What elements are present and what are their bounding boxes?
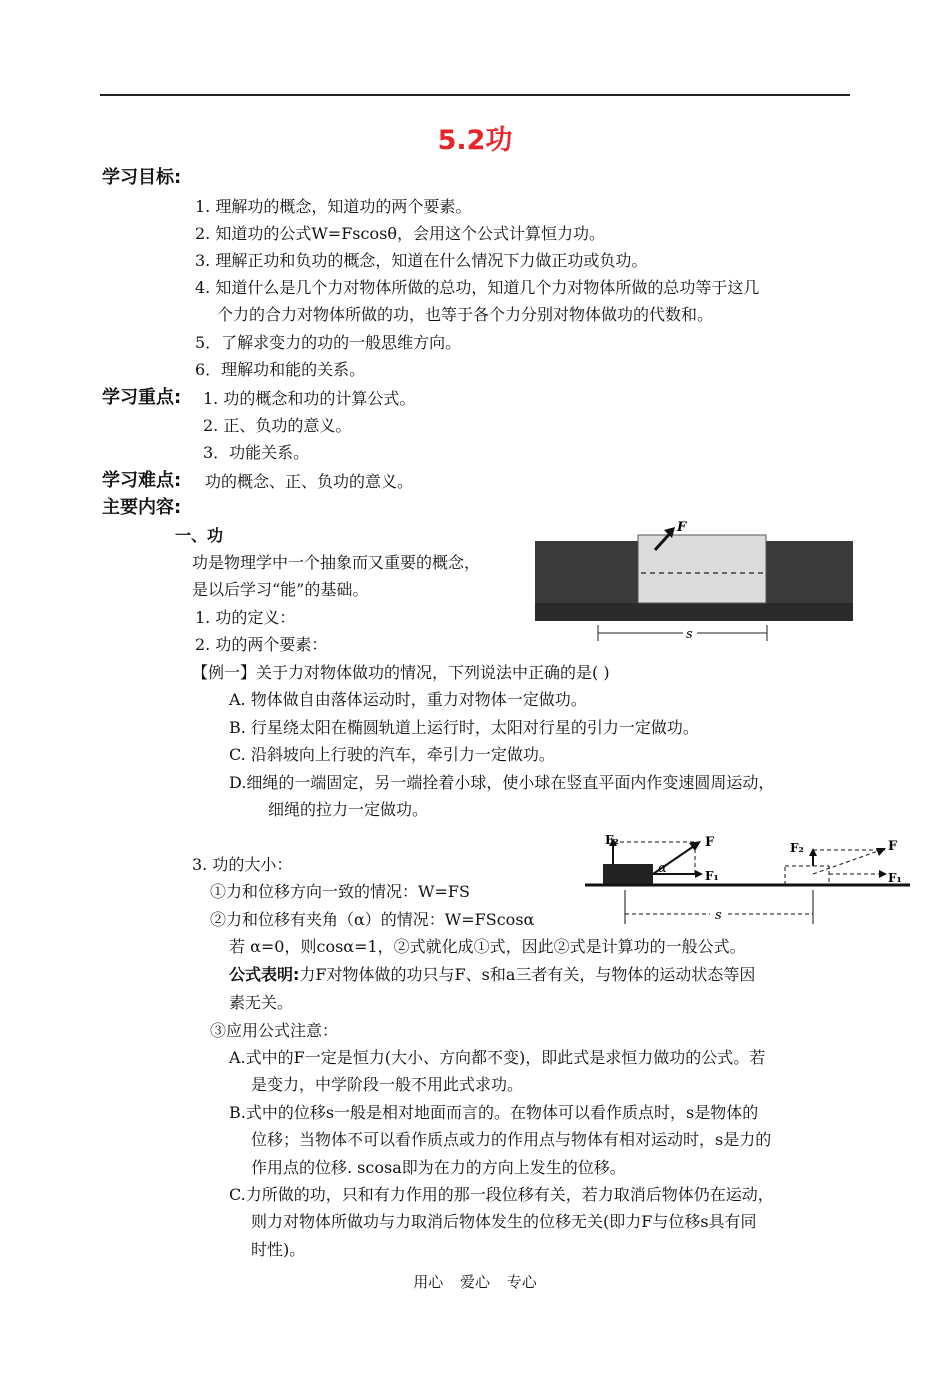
objective-item: 4. 知道什么是几个力对物体所做的总功，知道几个力对物体所做的总功等于这几 bbox=[195, 278, 760, 297]
note-line: 则力对物体所做功与力取消后物体发生的位移无关(即力F与位移s具有同 bbox=[251, 1212, 757, 1231]
formula-label: 公式表明: bbox=[229, 965, 300, 984]
objective-item: 1. 理解功的概念，知道功的两个要素。 bbox=[195, 197, 472, 216]
case-line: ①力和位移方向一致的情况：W=FS bbox=[210, 882, 470, 901]
note-line: B.式中的位移s一般是相对地面而言的。在物体可以看作质点时，s是物体的 bbox=[229, 1103, 759, 1122]
f-label: F bbox=[705, 835, 715, 850]
definition-heading: 1. 功的定义： bbox=[195, 608, 296, 627]
main-content-label: 主要内容: bbox=[102, 497, 182, 518]
section-heading: 一、功 bbox=[175, 526, 224, 545]
figure-force-decomposition bbox=[585, 830, 915, 926]
f2-label-right: F₂ bbox=[790, 841, 804, 855]
objectives-label: 学习目标: bbox=[102, 167, 182, 188]
formula-text: 力F对物体做的功只与F、s和a三者有关，与物体的运动状态等因 bbox=[299, 965, 756, 984]
example-option: C. 沿斜坡向上行驶的汽车，牵引力一定做功。 bbox=[229, 745, 555, 764]
intro-line: 是以后学习“能”的基础。 bbox=[192, 580, 369, 599]
example-option: D.细绳的一端固定，另一端拴着小球，使小球在竖直平面内作变速圆周运动， bbox=[229, 773, 775, 792]
notes-heading: ③应用公式注意： bbox=[210, 1021, 339, 1040]
elements-heading: 2. 功的两个要素： bbox=[195, 635, 328, 654]
key-point-item: 2. 正、负功的意义。 bbox=[203, 416, 352, 435]
example-option: B. 行星绕太阳在椭圆轨道上运行时，太阳对行星的引力一定做功。 bbox=[229, 718, 699, 737]
difficulties-text: 功的概念、正、负功的意义。 bbox=[205, 472, 414, 491]
example-option: A. 物体做自由落体运动时，重力对物体一定做功。 bbox=[229, 690, 587, 709]
page-title: 5.2功 bbox=[437, 125, 513, 156]
key-point-item: 1. 功的概念和功的计算公式。 bbox=[203, 389, 416, 408]
formula-text-cont: 素无关。 bbox=[229, 993, 294, 1012]
page-footer: 用心 爱心 专心 bbox=[413, 1273, 537, 1291]
difficulties-label: 学习难点: bbox=[102, 470, 182, 491]
header-rule bbox=[100, 94, 850, 96]
magnitude-heading: 3. 功的大小： bbox=[192, 855, 293, 874]
note-line: 是变力，中学阶段一般不用此式求功。 bbox=[251, 1075, 524, 1094]
f1-label: F₁ bbox=[705, 869, 719, 883]
key-points-label: 学习重点: bbox=[102, 387, 182, 408]
alpha-label: α bbox=[658, 861, 667, 876]
example-option: 细绳的拉力一定做功。 bbox=[268, 800, 429, 819]
figure-block-force bbox=[535, 515, 855, 645]
note-line: 位移；当物体不可以看作质点或力的作用点与物体有相对运动时，s是力的 bbox=[251, 1130, 772, 1149]
f1-label-right: F₁ bbox=[888, 871, 902, 885]
s-label: s bbox=[715, 908, 722, 923]
f2-label: F₂ bbox=[605, 833, 619, 847]
note-line: C.力所做的功，只和有力作用的那一段位移有关，若力取消后物体仍在运动， bbox=[229, 1185, 774, 1204]
formula-line bbox=[229, 965, 755, 985]
objective-item: 个力的合力对物体所做的功，也等于各个力分别对物体做功的代数和。 bbox=[217, 305, 714, 324]
case-note: 若 α=0，则cosα=1，②式就化成①式，因此②式是计算功的一般公式。 bbox=[229, 937, 746, 956]
objective-item: 5．了解求变力的功的一般思维方向。 bbox=[195, 333, 462, 352]
objective-item: 2. 知道功的公式W=Fscosθ，会用这个公式计算恒力功。 bbox=[195, 224, 605, 243]
force-label: F bbox=[677, 520, 687, 535]
intro-line: 功是物理学中一个抽象而又重要的概念， bbox=[192, 553, 481, 572]
displacement-label: s bbox=[686, 627, 693, 642]
note-line: 作用点的位移. scosa即为在力的方向上发生的位移。 bbox=[251, 1158, 626, 1177]
objective-item: 3. 理解正功和负功的概念，知道在什么情况下力做正功或负功。 bbox=[195, 251, 648, 270]
case-line: ②力和位移有夹角（α）的情况：W=FScosα bbox=[210, 910, 535, 929]
note-line: A.式中的F一定是恒力(大小、方向都不变)，即此式是求恒力做功的公式。若 bbox=[229, 1048, 766, 1067]
f-label-right: F bbox=[888, 839, 898, 854]
objective-item: 6．理解功和能的关系。 bbox=[195, 360, 366, 379]
example-question: 【例一】关于力对物体做功的情况，下列说法中正确的是( ) bbox=[192, 663, 610, 682]
note-line: 时性)。 bbox=[251, 1240, 306, 1259]
key-point-item: 3．功能关系。 bbox=[203, 443, 310, 462]
